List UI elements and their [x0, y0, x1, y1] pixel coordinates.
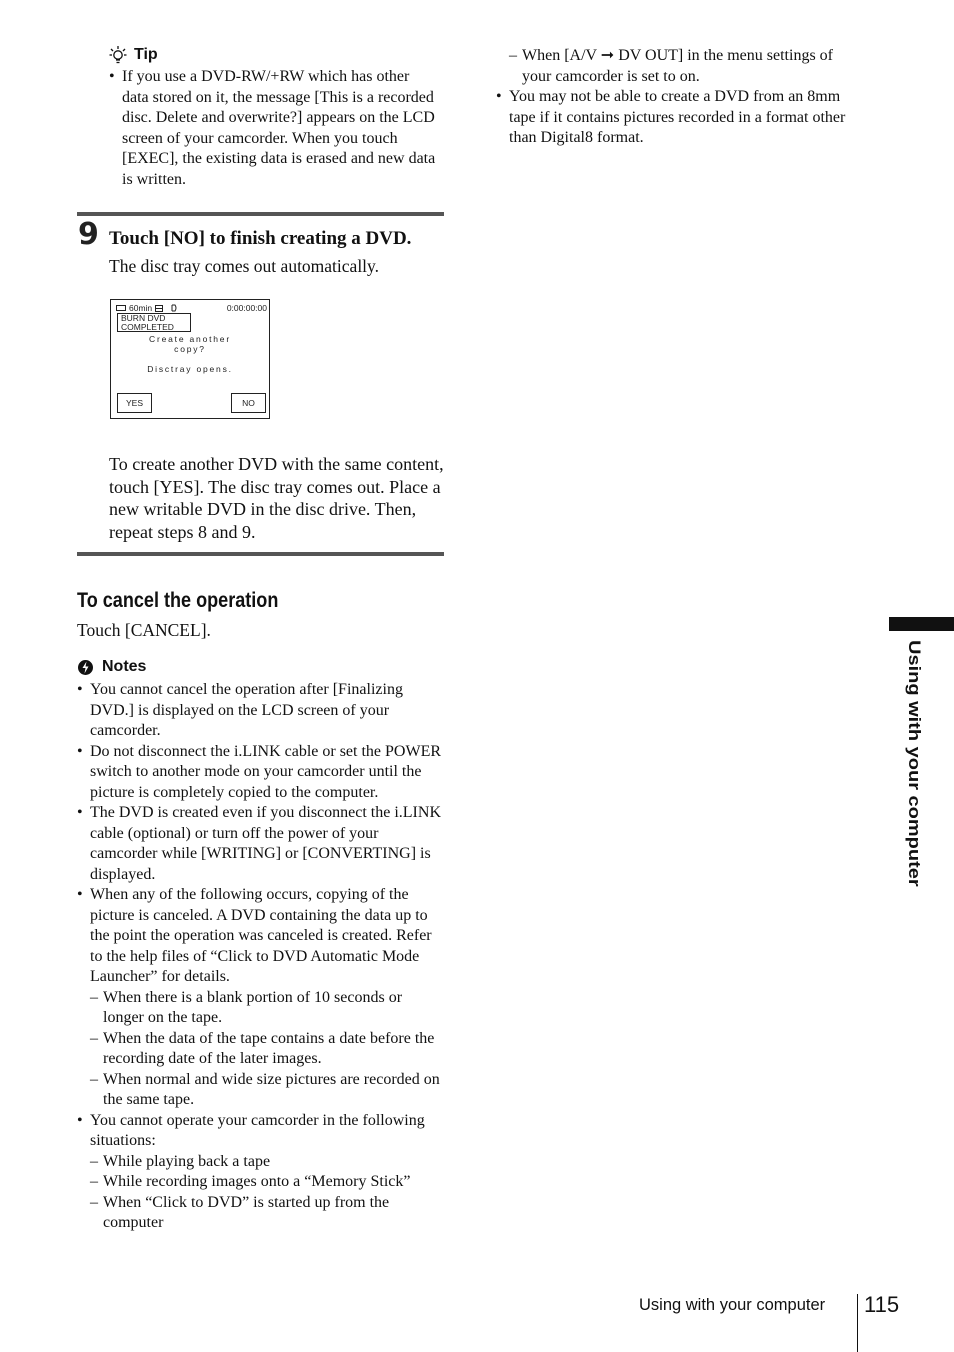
lcd-status-bar	[116, 303, 178, 313]
lcd-battery-text: 60min	[129, 303, 153, 313]
note-item: • You may not be able to create a DVD from an 8mm tape if it contains pictures recorded in a format other than Digital8 format.	[496, 87, 866, 149]
lcd-burn-status	[117, 313, 191, 332]
note-item: • The DVD is created even if you disconnect the i.LINK cable (optional) or turn off the power of your camcorder while [WRITING] or [CONVERTING] is displayed.	[77, 803, 445, 885]
lcd-message-line3: Disctray opens.	[147, 364, 233, 374]
notes-heading	[77, 658, 146, 676]
footer-divider	[857, 1294, 858, 1352]
cancel-heading: To cancel the operation	[77, 589, 279, 612]
step-top-rule	[77, 212, 444, 216]
right-bullet-list	[496, 87, 866, 149]
step-number: 9	[78, 217, 99, 252]
continued-subitem: – When [A/V ➞ DV OUT] in the menu settings of your camcorder is set to on.	[509, 46, 866, 87]
tip-heading	[109, 45, 158, 65]
step-body: To create another DVD with the same content, touch [YES]. The disc tray comes out. Place a new writable DVD in the disc drive. Then, repeat steps 8 and 9.	[109, 454, 444, 543]
page-number: 115	[864, 1292, 900, 1317]
tape-icon	[155, 305, 163, 312]
right-column	[496, 46, 866, 149]
note-subitem: – When there is a blank portion of 10 seconds or longer on the tape.	[90, 988, 445, 1029]
note-subitem: – While playing back a tape	[90, 1152, 445, 1173]
note-subitem: – While recording images onto a “Memory Stick”	[90, 1172, 445, 1193]
lcd-burn-line2: COMPLETED	[121, 322, 174, 332]
note-subitem: – When normal and wide size pictures are recorded on the same tape.	[90, 1070, 445, 1111]
step-subtitle: The disc tray comes out automatically.	[109, 256, 380, 276]
tip-list	[109, 67, 439, 190]
note-item: • Do not disconnect the i.LINK cable or set the POWER switch to another mode on your camcorder until the picture is completely copied to the computer.	[77, 742, 445, 804]
cancel-body: Touch [CANCEL].	[77, 620, 211, 640]
lcd-no-button: NO	[231, 393, 266, 413]
footer-section-name: Using with your computer	[639, 1296, 826, 1314]
lightbulb-icon	[109, 45, 127, 65]
note-item-text: • When any of the following occurs, copying of the picture is canceled. A DVD containing the data up to the point the operation was canceled is created. Refer to the help files of “Click to DVD Automatic Mode Launcher” for details.	[90, 886, 432, 985]
section-tab-label	[902, 640, 930, 885]
tip-label: Tip	[134, 46, 158, 63]
lcd-timecode: 0:00:00:00	[226, 303, 267, 313]
lcd-message-line1: Create another	[149, 334, 231, 344]
note-item	[77, 1111, 445, 1234]
step-bottom-rule	[77, 552, 444, 556]
note-item	[77, 885, 445, 1111]
notes-label: Notes	[102, 658, 147, 675]
note-subitem: – When “Click to DVD” is started up from the computer	[90, 1193, 445, 1234]
notes-icon	[77, 659, 94, 676]
lcd-screen-illustration	[110, 299, 270, 419]
lcd-yes-button: YES	[117, 393, 152, 413]
section-tab-text: Using with your computer	[904, 640, 924, 887]
step-title: Touch [NO] to finish creating a DVD.	[109, 228, 412, 249]
section-tab-marker	[889, 617, 954, 631]
note-item: • You cannot cancel the operation after [Finalizing DVD.] is displayed on the LCD screen of your camcorder.	[77, 680, 445, 742]
note-subitem: – When the data of the tape contains a date before the recording date of the later images.	[90, 1029, 445, 1070]
dv-input-icon	[166, 304, 178, 312]
lcd-burn-line1: BURN DVD	[121, 313, 166, 323]
note-item-text: • You cannot operate your camcorder in the following situations:	[90, 1111, 425, 1149]
notes-list	[77, 680, 445, 1234]
lcd-message-line2: copy?	[174, 344, 206, 354]
tip-item: • If you use a DVD-RW/+RW which has other data stored on it, the message [This is a recorded disc. Delete and overwrite?] appears on the LCD screen of your camcorder. When you touch [EXEC], the existing data is erased and new data is written.	[109, 67, 439, 190]
battery-icon	[116, 305, 126, 311]
